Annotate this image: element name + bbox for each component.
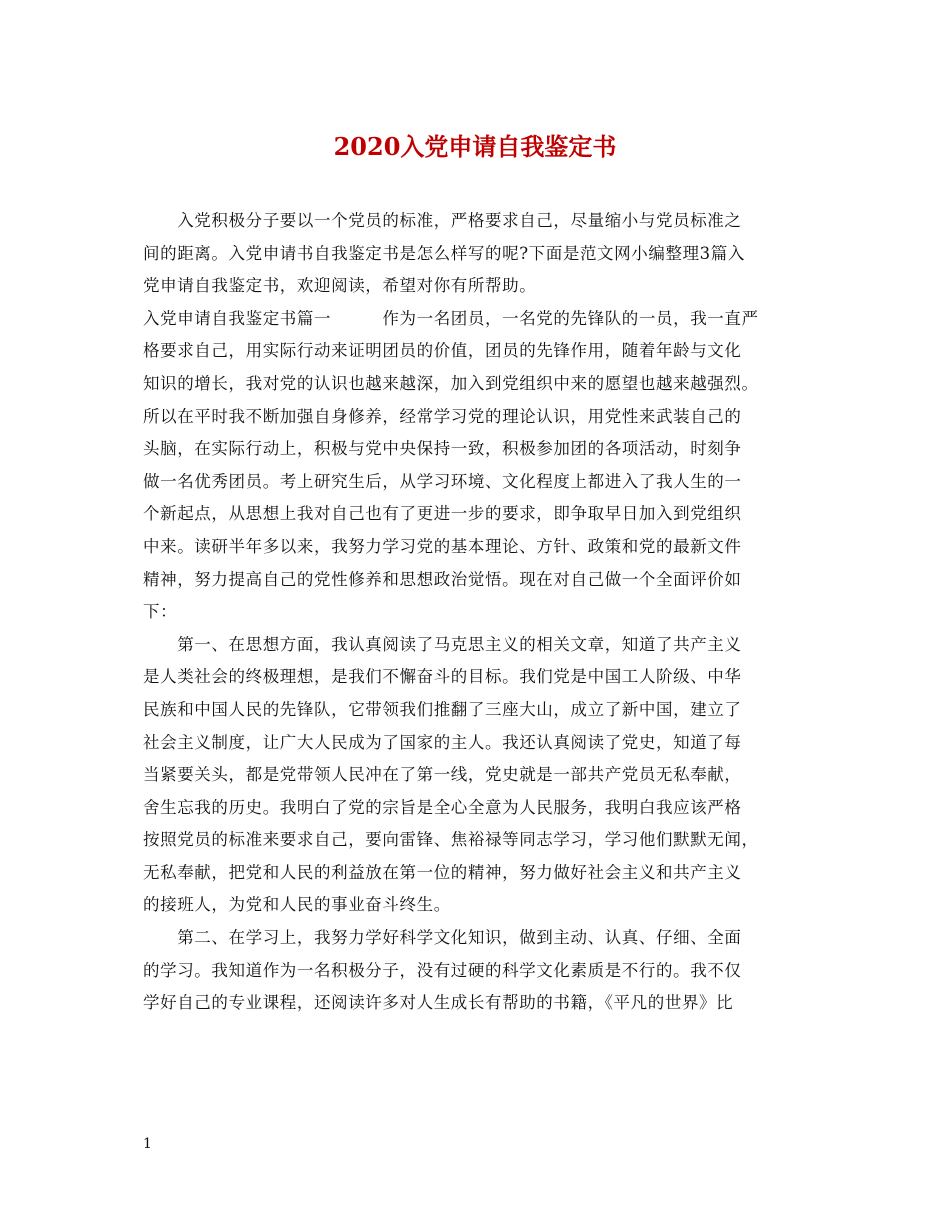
text-line: 精神，努力提高自己的党性修养和思想政治觉悟。现在对自己做一个全面评价如 (143, 569, 742, 589)
text-line: 的接班人，为党和人民的事业奋斗终生。 (143, 895, 451, 915)
text-line: 按照党员的标准来要求自己，要向雷锋、焦裕禄等同志学习，学习他们默默无闻， (143, 830, 759, 850)
document-body (143, 205, 809, 1020)
text-line: 做一名优秀团员。考上研究生后，从学习环境、文化程度上都进入了我人生的一 (143, 471, 742, 491)
text-line: 舍生忘我的历史。我明白了党的宗旨是全心全意为人民服务，我明白我应该严格 (143, 797, 742, 817)
text-line: 个新起点，从思想上我对自己也有了更进一步的要求，即争取早日加入到党组织 (143, 504, 742, 524)
text-line: 入党积极分子要以一个党员的标准，严格要求自己，尽量缩小与党员标准之 (143, 211, 742, 230)
text-line: 知识的增长，我对党的认识也越来越深，加入到党组织中来的愿望也越来越强烈。 (143, 373, 759, 393)
text-line: 头脑，在实际行动上，积极与党中央保持一致，积极参加团的各项活动，时刻争 (143, 439, 742, 459)
text-line: 是人类社会的终极理想，是我们不懈奋斗的目标。我们党是中国工人阶级、中华 (143, 667, 742, 687)
text-line: 第二、在学习上，我努力学好科学文化知识，做到主动、认真、仔细、全面 (143, 928, 742, 948)
text-line: 党申请自我鉴定书，欢迎阅读，希望对你有所帮助。 (143, 276, 537, 296)
text-line: 学好自己的专业课程，还阅读许多对人生成长有帮助的书籍，《平凡的世界》比 (143, 993, 734, 1013)
text-line: 格要求自己，用实际行动来证明团员的价值，团员的先锋作用，随着年龄与文化 (143, 341, 742, 361)
text-line: 民族和中国人民的先锋队，它带领我们推翻了三座大山，成立了新中国，建立了 (143, 699, 742, 719)
text-line: 第一、在思想方面，我认真阅读了马克思主义的相关文章，知道了共产主义 (143, 634, 742, 654)
text-line: 下： (143, 602, 178, 622)
text-line: 间的距离。入党申请书自我鉴定书是怎么样写的呢?下面是范文网小编整理3篇入 (143, 243, 745, 263)
text-line: 当紧要关头，都是党带领人民冲在了第一线，党史就是一部共产党员无私奉献， (143, 765, 742, 785)
text-line: 所以在平时我不断加强自身修养，经常学习党的理论认识，用党性来武装自己的 (143, 406, 742, 426)
text-line: 中来。读研半年多以来，我努力学习党的基本理论、方针、政策和党的最新文件 (143, 536, 742, 556)
text-line: 无私奉献，把党和人民的利益放在第一位的精神，努力做好社会主义和共产主义 (143, 862, 742, 882)
text-line: 的学习。我知道作为一名积极分子，没有过硬的科学文化素质是不行的。我不仅 (143, 960, 742, 980)
text-line: 入党申请自我鉴定书篇一 作为一名团员，一名党的先锋队的一员，我一直严 (143, 308, 759, 328)
text-line: 社会主义制度，让广大人民成为了国家的主人。我还认真阅读了党史，知道了每 (143, 732, 742, 752)
page-number: 1 (143, 1136, 152, 1152)
document-title: 2020入党申请自我鉴定书 (333, 132, 617, 161)
